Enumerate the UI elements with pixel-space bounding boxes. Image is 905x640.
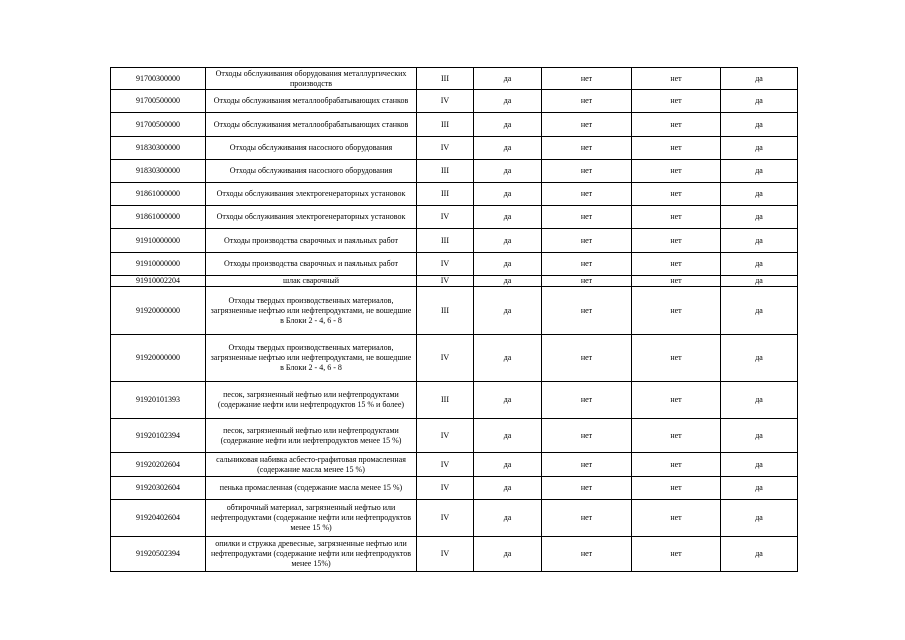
waste-code-cell: 91920102394 — [111, 419, 206, 453]
table-row — [111, 537, 798, 572]
flag-cell: да — [474, 183, 542, 206]
waste-code-cell: 91861000000 — [111, 206, 206, 229]
waste-name-cell: песок, загрязненный нефтью или нефтепродуктами (содержание нефти или нефтепродуктов 15 % и более) — [206, 382, 417, 419]
flag-cell: да — [721, 477, 798, 500]
flag-cell: да — [721, 500, 798, 537]
flag-cell: нет — [632, 229, 721, 253]
waste-name-cell: шлак сварочный — [206, 276, 417, 287]
waste-code-cell: 91830300000 — [111, 137, 206, 160]
flag-cell: да — [474, 113, 542, 137]
flag-cell: нет — [632, 206, 721, 229]
waste-code-cell: 91920000000 — [111, 335, 206, 382]
flag-cell: нет — [542, 537, 632, 572]
flag-cell: да — [721, 253, 798, 276]
flag-cell: да — [474, 453, 542, 477]
flag-cell: да — [721, 287, 798, 335]
flag-cell: нет — [632, 276, 721, 287]
flag-cell: нет — [542, 253, 632, 276]
flag-cell: нет — [542, 137, 632, 160]
flag-cell: да — [474, 500, 542, 537]
flag-cell: нет — [632, 253, 721, 276]
hazard-class-cell: IV — [417, 500, 474, 537]
flag-cell: нет — [542, 477, 632, 500]
hazard-class-cell: III — [417, 183, 474, 206]
flag-cell: нет — [632, 90, 721, 113]
waste-name-cell: опилки и стружка древесные, загрязненные нефтью или нефтепродуктами (содержание нефти или нефтепродуктов менее 15%) — [206, 537, 417, 572]
table-row — [111, 229, 798, 253]
flag-cell: нет — [632, 287, 721, 335]
flag-cell: да — [721, 537, 798, 572]
flag-cell: нет — [632, 137, 721, 160]
flag-cell: нет — [632, 68, 721, 90]
waste-code-cell: 91700500000 — [111, 113, 206, 137]
table-row — [111, 419, 798, 453]
waste-code-cell: 91920101393 — [111, 382, 206, 419]
waste-code-cell: 91920000000 — [111, 287, 206, 335]
flag-cell: нет — [542, 68, 632, 90]
flag-cell: да — [721, 206, 798, 229]
hazard-class-cell: III — [417, 382, 474, 419]
waste-name-cell: Отходы обслуживания металлообрабатывающих станков — [206, 90, 417, 113]
flag-cell: да — [721, 137, 798, 160]
hazard-class-cell: IV — [417, 90, 474, 113]
table-row — [111, 477, 798, 500]
flag-cell: да — [474, 229, 542, 253]
waste-name-cell: Отходы обслуживания насосного оборудования — [206, 160, 417, 183]
hazard-class-cell: IV — [417, 137, 474, 160]
waste-name-cell: Отходы обслуживания металлообрабатывающих станков — [206, 113, 417, 137]
flag-cell: да — [474, 206, 542, 229]
flag-cell: да — [721, 382, 798, 419]
flag-cell: нет — [542, 90, 632, 113]
waste-code-cell: 91920402604 — [111, 500, 206, 537]
flag-cell: да — [721, 419, 798, 453]
waste-name-cell: песок, загрязненный нефтью или нефтепродуктами (содержание нефти или нефтепродуктов менее 15 %) — [206, 419, 417, 453]
flag-cell: да — [474, 382, 542, 419]
table-row — [111, 453, 798, 477]
flag-cell: нет — [632, 335, 721, 382]
table-row — [111, 382, 798, 419]
flag-cell: да — [474, 276, 542, 287]
table-row — [111, 287, 798, 335]
flag-cell: нет — [632, 183, 721, 206]
waste-code-cell: 91920502394 — [111, 537, 206, 572]
flag-cell: да — [721, 276, 798, 287]
flag-cell: да — [721, 335, 798, 382]
waste-name-cell: Отходы производства сварочных и паяльных работ — [206, 253, 417, 276]
table-row — [111, 500, 798, 537]
waste-code-cell: 91861000000 — [111, 183, 206, 206]
waste-name-cell: Отходы обслуживания электрогенераторных установок — [206, 183, 417, 206]
flag-cell: да — [721, 453, 798, 477]
waste-name-cell: сальниковая набивка асбесто-графитовая промасленная (содержание масла менее 15 %) — [206, 453, 417, 477]
flag-cell: нет — [632, 160, 721, 183]
flag-cell: да — [474, 287, 542, 335]
waste-code-cell: 91700300000 — [111, 68, 206, 90]
table-row — [111, 113, 798, 137]
flag-cell: да — [721, 183, 798, 206]
flag-cell: да — [721, 160, 798, 183]
flag-cell: нет — [542, 160, 632, 183]
flag-cell: нет — [542, 500, 632, 537]
flag-cell: нет — [632, 537, 721, 572]
flag-cell: нет — [542, 206, 632, 229]
waste-table-body — [111, 68, 798, 572]
waste-name-cell: Отходы обслуживания насосного оборудования — [206, 137, 417, 160]
waste-table — [110, 67, 798, 572]
hazard-class-cell: IV — [417, 419, 474, 453]
waste-code-cell: 91830300000 — [111, 160, 206, 183]
waste-name-cell: Отходы твердых производственных материалов, загрязненные нефтью или нефтепродуктами, не вошедшие в Блоки 2 - 4, 6 - 8 — [206, 287, 417, 335]
table-row — [111, 276, 798, 287]
hazard-class-cell: IV — [417, 537, 474, 572]
flag-cell: нет — [542, 229, 632, 253]
flag-cell: нет — [632, 500, 721, 537]
waste-code-cell: 91910000000 — [111, 253, 206, 276]
hazard-class-cell: IV — [417, 206, 474, 229]
hazard-class-cell: III — [417, 229, 474, 253]
flag-cell: нет — [632, 113, 721, 137]
flag-cell: нет — [542, 276, 632, 287]
flag-cell: да — [474, 253, 542, 276]
flag-cell: да — [474, 90, 542, 113]
flag-cell: да — [474, 137, 542, 160]
hazard-class-cell: IV — [417, 453, 474, 477]
table-row — [111, 90, 798, 113]
waste-name-cell: Отходы твердых производственных материалов, загрязненные нефтью или нефтепродуктами, не вошедшие в Блоки 2 - 4, 6 - 8 — [206, 335, 417, 382]
hazard-class-cell: III — [417, 287, 474, 335]
flag-cell: нет — [542, 453, 632, 477]
flag-cell: да — [721, 229, 798, 253]
table-row — [111, 68, 798, 90]
flag-cell: нет — [542, 287, 632, 335]
hazard-class-cell: III — [417, 113, 474, 137]
hazard-class-cell: III — [417, 68, 474, 90]
flag-cell: да — [721, 113, 798, 137]
hazard-class-cell: IV — [417, 477, 474, 500]
table-row — [111, 206, 798, 229]
waste-name-cell: обтирочный материал, загрязненный нефтью или нефтепродуктами (содержание нефти или нефтепродуктов менее 15 %) — [206, 500, 417, 537]
flag-cell: нет — [632, 453, 721, 477]
flag-cell: нет — [542, 335, 632, 382]
waste-name-cell: пенька промасленная (содержание масла менее 15 %) — [206, 477, 417, 500]
table-row — [111, 253, 798, 276]
flag-cell: нет — [542, 183, 632, 206]
waste-code-cell: 91920302604 — [111, 477, 206, 500]
hazard-class-cell: III — [417, 160, 474, 183]
table-row — [111, 160, 798, 183]
flag-cell: нет — [632, 382, 721, 419]
flag-cell: нет — [632, 419, 721, 453]
flag-cell: да — [474, 160, 542, 183]
flag-cell: да — [474, 68, 542, 90]
waste-name-cell: Отходы обслуживания оборудования металлургических производств — [206, 68, 417, 90]
waste-code-cell: 91910000000 — [111, 229, 206, 253]
waste-code-cell: 91920202604 — [111, 453, 206, 477]
flag-cell: да — [474, 335, 542, 382]
flag-cell: нет — [542, 113, 632, 137]
flag-cell: да — [721, 90, 798, 113]
table-row — [111, 335, 798, 382]
flag-cell: да — [474, 537, 542, 572]
flag-cell: да — [474, 477, 542, 500]
table-row — [111, 183, 798, 206]
waste-name-cell: Отходы обслуживания электрогенераторных установок — [206, 206, 417, 229]
flag-cell: да — [474, 419, 542, 453]
waste-code-cell: 91700500000 — [111, 90, 206, 113]
hazard-class-cell: IV — [417, 276, 474, 287]
waste-code-cell: 91910002204 — [111, 276, 206, 287]
flag-cell: нет — [542, 382, 632, 419]
flag-cell: нет — [632, 477, 721, 500]
hazard-class-cell: IV — [417, 335, 474, 382]
hazard-class-cell: IV — [417, 253, 474, 276]
flag-cell: нет — [542, 419, 632, 453]
waste-name-cell: Отходы производства сварочных и паяльных работ — [206, 229, 417, 253]
flag-cell: да — [721, 68, 798, 90]
table-row — [111, 137, 798, 160]
